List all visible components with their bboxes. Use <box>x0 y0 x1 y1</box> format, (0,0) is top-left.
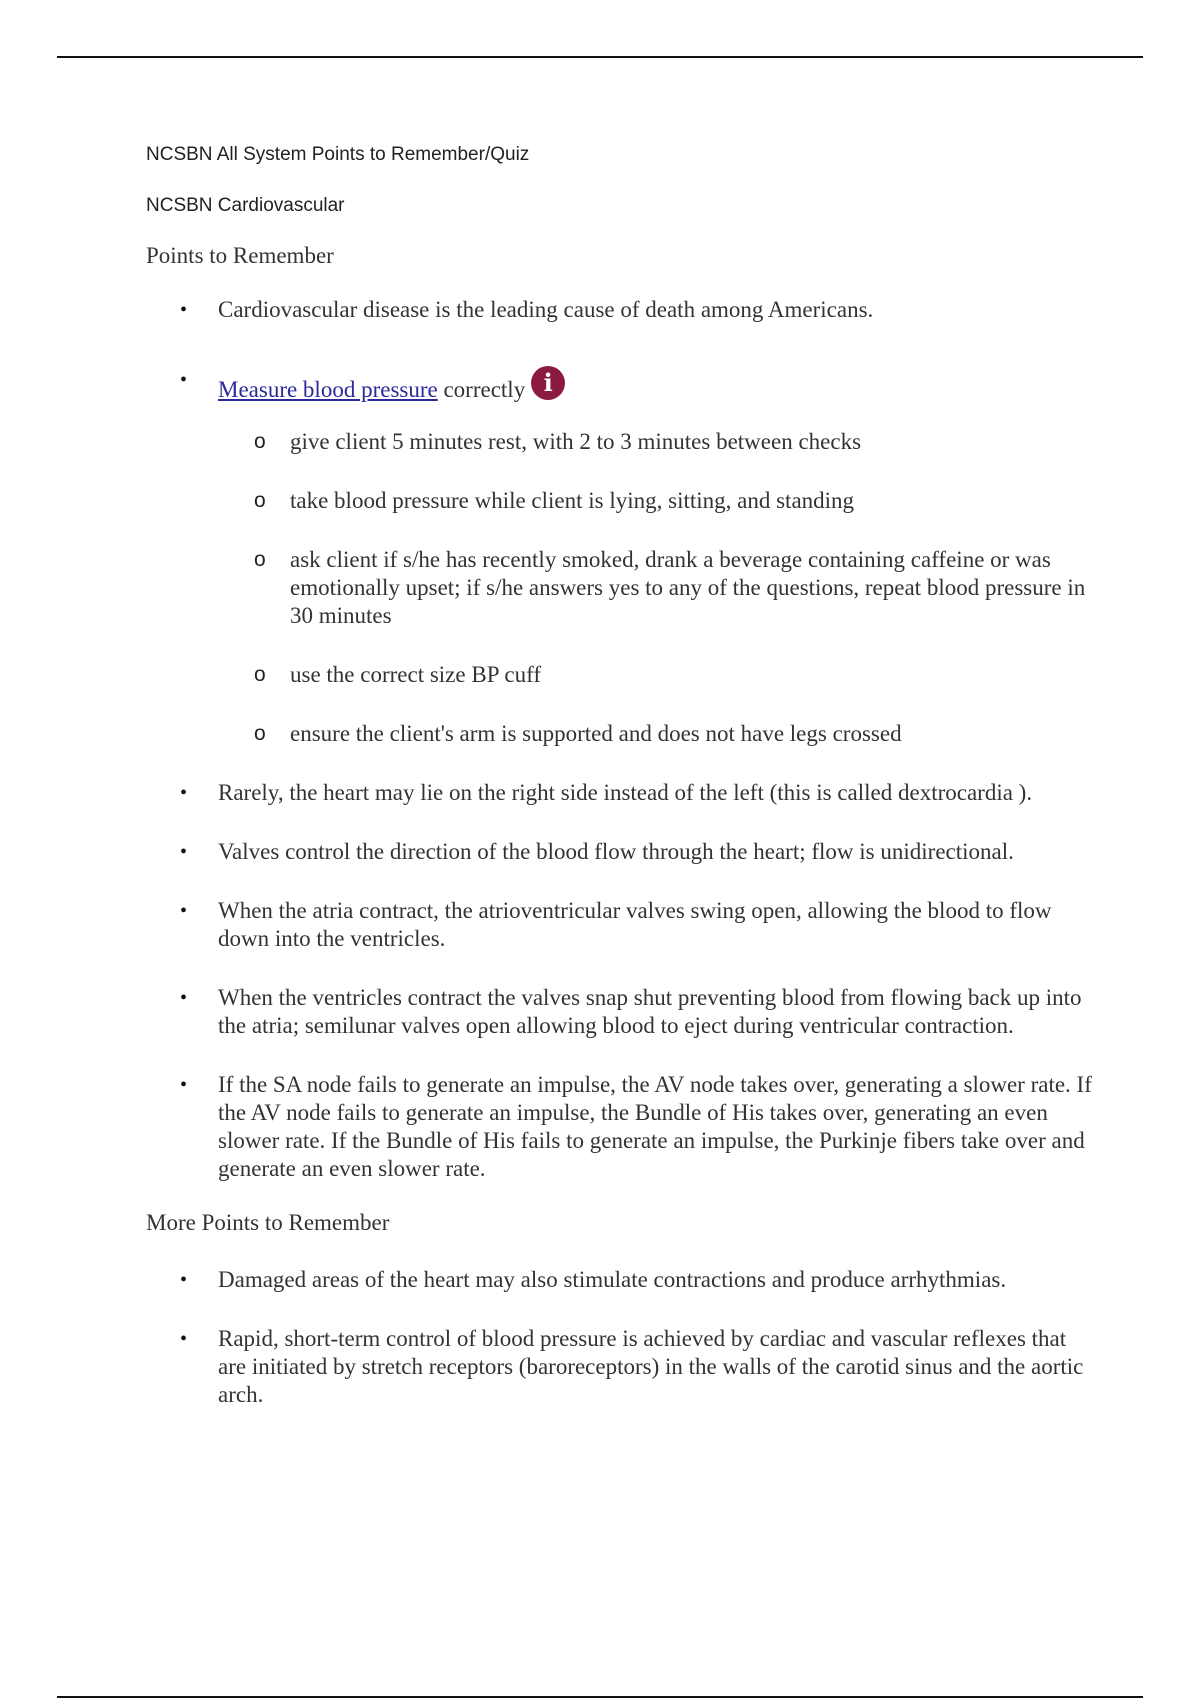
bottom-rule <box>57 1696 1143 1698</box>
list-item: • Measure blood pressure correctly i <box>146 366 1096 404</box>
sub-list-item: o ensure the client's arm is supported and does not have legs crossed <box>146 720 1096 748</box>
sub-list-item: o give client 5 minutes rest, with 2 to 3 minutes between checks <box>146 428 1096 456</box>
document-subtitle: NCSBN Cardiovascular <box>146 194 345 216</box>
list-item: • When the atria contract, the atrioventricular valves swing open, allowing the blood to flow down into the ventricles. <box>146 897 1096 953</box>
more-points-list <box>146 1266 1096 1409</box>
points-list <box>146 296 1096 1183</box>
list-item: • When the ventricles contract the valves snap shut preventing blood from flowing back up into the atria; semilunar valves open allowing blood to eject during ventricular contraction. <box>146 984 1096 1040</box>
list-item: • Rapid, short-term control of blood pressure is achieved by cardiac and vascular reflexes that are initiated by stretch receptors (baroreceptors) in the walls of the carotid sinus and the aortic arch. <box>146 1325 1096 1409</box>
sub-list-item: o ask client if s/he has recently smoked, drank a beverage containing caffeine or was emotionally upset; if s/he answers yes to any of the questions, repeat blood pressure in 30 minutes <box>146 546 1096 630</box>
document-title: NCSBN All System Points to Remember/Quiz <box>146 144 530 165</box>
top-rule <box>57 56 1143 58</box>
list-item: • Damaged areas of the heart may also stimulate contractions and produce arrhythmias. <box>146 1266 1096 1294</box>
document-body <box>146 143 1096 1409</box>
sub-list-item: o use the correct size BP cuff <box>146 661 1096 689</box>
section-heading-more-points: More Points to Remember <box>146 1210 390 1236</box>
measure-blood-pressure-link[interactable]: Measure blood pressure <box>218 377 438 403</box>
list-item: • Cardiovascular disease is the leading cause of death among Americans. <box>146 296 1096 324</box>
sub-list-item: o take blood pressure while client is lying, sitting, and standing <box>146 487 1096 515</box>
list-item: • Rarely, the heart may lie on the right side instead of the left (this is called dextrocardia ). <box>146 779 1096 807</box>
list-item: • Valves control the direction of the blood flow through the heart; flow is unidirectional. <box>146 838 1096 866</box>
list-item: • If the SA node fails to generate an impulse, the AV node takes over, generating a slower rate. If the AV node fails to generate an impulse, the Bundle of His takes over, generating an even slower rate. If the Bundle of His fails to generate an impulse, the Purkinje fibers take over and generate an even slower rate. <box>146 1071 1096 1183</box>
info-icon[interactable]: i <box>531 366 565 400</box>
section-heading-points: Points to Remember <box>146 243 334 269</box>
